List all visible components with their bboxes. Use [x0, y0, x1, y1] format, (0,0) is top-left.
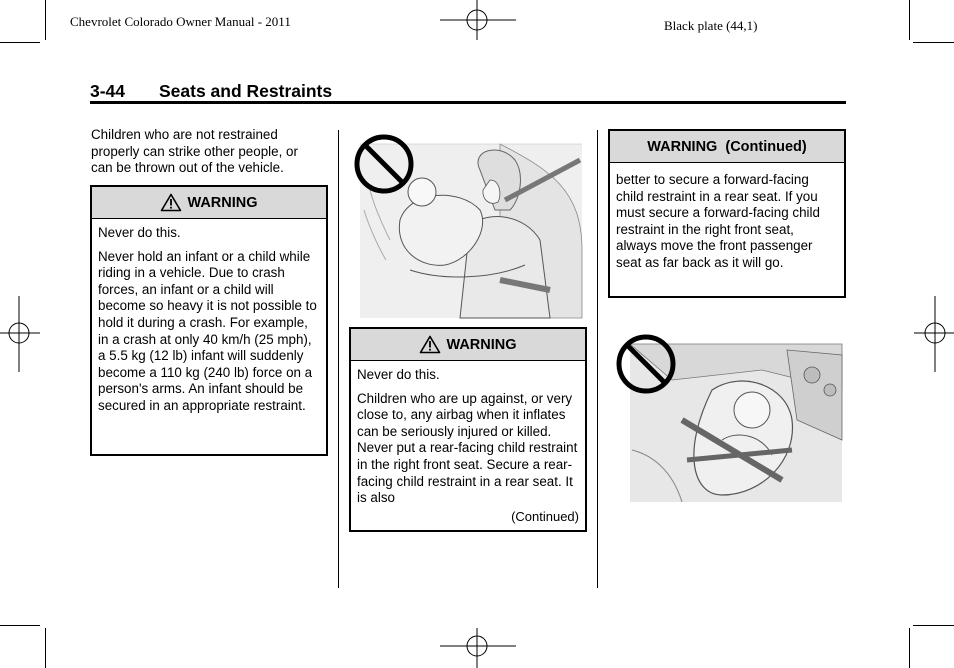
crop-mark [0, 625, 40, 626]
plate-label: Black plate (44,1) [664, 18, 758, 33]
column-divider [338, 130, 339, 588]
crop-mark [45, 628, 46, 668]
warning-body [351, 361, 585, 507]
crop-mark [913, 625, 954, 626]
section-rule [90, 101, 846, 104]
section-title: Seats and Restraints [159, 81, 333, 101]
warning-triangle-icon [419, 335, 441, 354]
warning-box-airbag [349, 327, 587, 532]
warning-text: better to secure a forward-facing child restraint in a rear seat. If you must secure a forward-facing child restraint in the right front seat, always move the front passenger seat as far back as it will go. [616, 172, 820, 270]
crop-mark [909, 628, 910, 668]
warning-heading: WARNING (Continued) [647, 138, 807, 155]
continued-label: (Continued) [511, 508, 579, 524]
prohibited-circle-icon [352, 132, 416, 196]
warning-box-infant [90, 185, 328, 456]
crop-mark [909, 0, 910, 40]
warning-heading: WARNING [187, 194, 258, 211]
column-divider [597, 130, 598, 588]
registration-mark-top [440, 0, 516, 40]
warning-header [351, 329, 585, 361]
warning-text: Never hold an infant or a child while riding in a vehicle. Due to crash forces, an infant or a child will become so heavy it is not possible to hold it during a crash. For example, in a crash at only 40 km/h (25 mph), a 5.5 kg (12 lb) infant will suddenly become a 110 kg (240 lb) force on a person's arms. An infant should be secured in an appropriate restraint. [98, 248, 317, 413]
registration-mark-right [914, 296, 954, 372]
warning-text: Never do this. [357, 367, 440, 382]
warning-triangle-icon [160, 193, 182, 212]
warning-box-continued [608, 129, 846, 298]
page-number: 3-44 [90, 81, 126, 101]
warning-text: Children who are up against, or very close to, any airbag when it inflates can be seriously injured or killed. Never put a rear-facing child restraint in the right front seat. Secure a rear-facing child restraint in a rear seat. It is also [357, 390, 578, 506]
warning-text: Never do this. [98, 225, 181, 240]
warning-header [610, 131, 844, 163]
warning-body [610, 163, 844, 272]
crop-mark [913, 42, 954, 43]
manual-title: Chevrolet Colorado Owner Manual - 2011 [70, 14, 291, 29]
warning-heading: WARNING [446, 336, 517, 353]
illustration-holding-infant [350, 130, 586, 320]
registration-mark-left [0, 296, 40, 372]
illustration-child-seat-front [612, 330, 844, 504]
intro-paragraph: Children who are not restrained properly can strike other people, or can be thrown out of the vehicle. [91, 127, 298, 176]
warning-body [92, 219, 326, 415]
crop-mark [45, 0, 46, 40]
registration-mark-bottom [440, 628, 516, 668]
warning-header [92, 187, 326, 219]
prohibited-circle-icon [614, 332, 678, 396]
crop-mark [0, 42, 40, 43]
